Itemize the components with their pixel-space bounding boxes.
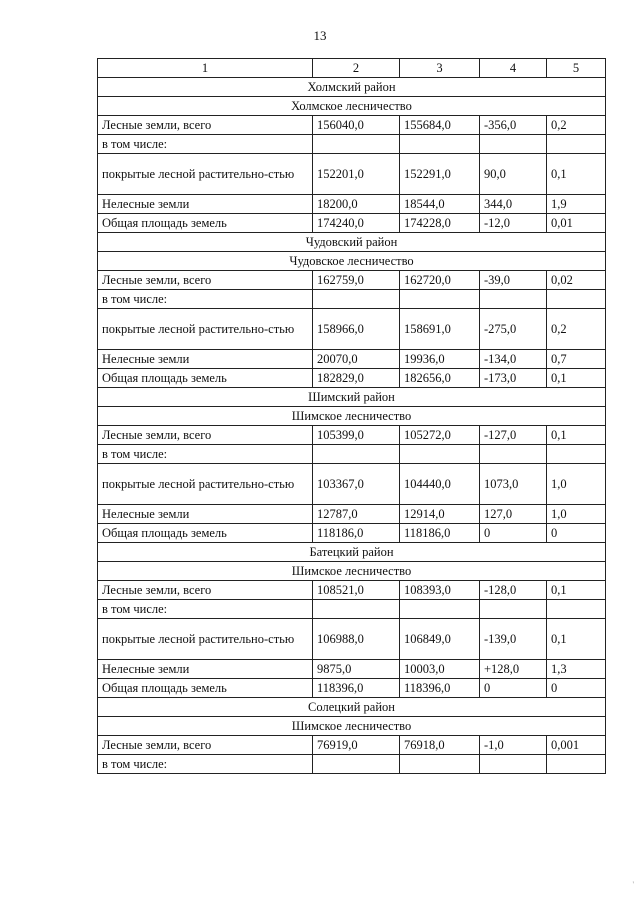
table-row [98, 505, 606, 524]
table-row [98, 309, 606, 350]
row-label: Общая площадь земель [98, 369, 313, 388]
value-cell: 162720,0 [400, 271, 480, 290]
value-cell: 0 [547, 524, 606, 543]
value-cell: 0 [480, 679, 547, 698]
value-cell: 12914,0 [400, 505, 480, 524]
value-cell: 174240,0 [313, 214, 400, 233]
forestry-row [98, 97, 606, 116]
value-cell: 118396,0 [313, 679, 400, 698]
value-cell: 0 [480, 524, 547, 543]
value-cell: 12787,0 [313, 505, 400, 524]
row-label: в том числе: [98, 600, 313, 619]
column-header: 1 [98, 59, 313, 78]
forestry-title: Чудовское лесничество [98, 252, 606, 271]
value-cell: -127,0 [480, 426, 547, 445]
row-label: покрытые лесной растительно-стью [98, 464, 313, 505]
table-row [98, 736, 606, 755]
column-header: 3 [400, 59, 480, 78]
district-row [98, 698, 606, 717]
row-label: Нелесные земли [98, 350, 313, 369]
district-row [98, 78, 606, 97]
column-header: 5 [547, 59, 606, 78]
value-cell: 158691,0 [400, 309, 480, 350]
row-label: Общая площадь земель [98, 679, 313, 698]
value-cell: 0,1 [547, 619, 606, 660]
table-row [98, 135, 606, 154]
value-cell: 76919,0 [313, 736, 400, 755]
column-number-row [98, 59, 606, 78]
value-cell: 20070,0 [313, 350, 400, 369]
value-cell: 182656,0 [400, 369, 480, 388]
value-cell [547, 135, 606, 154]
value-cell: 0,001 [547, 736, 606, 755]
table-row [98, 600, 606, 619]
value-cell: 0,7 [547, 350, 606, 369]
value-cell [313, 290, 400, 309]
row-label: Нелесные земли [98, 195, 313, 214]
forestry-title: Шимское лесничество [98, 562, 606, 581]
row-label: покрытые лесной растительно-стью [98, 154, 313, 195]
value-cell: -275,0 [480, 309, 547, 350]
value-cell: -139,0 [480, 619, 547, 660]
value-cell: 1,9 [547, 195, 606, 214]
row-label: Нелесные земли [98, 660, 313, 679]
district-row [98, 543, 606, 562]
forestry-title: Шимское лесничество [98, 407, 606, 426]
value-cell: 108393,0 [400, 581, 480, 600]
forestry-row [98, 407, 606, 426]
table-row [98, 154, 606, 195]
value-cell [547, 445, 606, 464]
value-cell: 158966,0 [313, 309, 400, 350]
value-cell: 90,0 [480, 154, 547, 195]
value-cell: -128,0 [480, 581, 547, 600]
value-cell: -173,0 [480, 369, 547, 388]
value-cell: 105272,0 [400, 426, 480, 445]
district-row [98, 388, 606, 407]
value-cell [547, 755, 606, 774]
row-label: в том числе: [98, 135, 313, 154]
table-row [98, 350, 606, 369]
value-cell: 19936,0 [400, 350, 480, 369]
value-cell: 10003,0 [400, 660, 480, 679]
value-cell: 152291,0 [400, 154, 480, 195]
table-row [98, 426, 606, 445]
value-cell: 18544,0 [400, 195, 480, 214]
row-label: Лесные земли, всего [98, 116, 313, 135]
value-cell: -12,0 [480, 214, 547, 233]
table-row [98, 290, 606, 309]
table-row [98, 524, 606, 543]
district-row [98, 233, 606, 252]
value-cell: 152201,0 [313, 154, 400, 195]
district-title: Солецкий район [98, 698, 606, 717]
value-cell: +128,0 [480, 660, 547, 679]
row-label: Лесные земли, всего [98, 426, 313, 445]
table-row [98, 619, 606, 660]
row-label: в том числе: [98, 445, 313, 464]
row-label: Общая площадь земель [98, 524, 313, 543]
value-cell: 0,1 [547, 154, 606, 195]
value-cell: 18200,0 [313, 195, 400, 214]
column-header: 4 [480, 59, 547, 78]
table-row [98, 581, 606, 600]
value-cell: 174228,0 [400, 214, 480, 233]
value-cell [313, 445, 400, 464]
page-number: 13 [313, 28, 327, 43]
value-cell: -1,0 [480, 736, 547, 755]
value-cell [313, 755, 400, 774]
forestry-row [98, 562, 606, 581]
row-label: в том числе: [98, 755, 313, 774]
value-cell [480, 755, 547, 774]
value-cell: 104440,0 [400, 464, 480, 505]
value-cell [480, 135, 547, 154]
value-cell: 0,2 [547, 309, 606, 350]
value-cell: 156040,0 [313, 116, 400, 135]
value-cell: 1073,0 [480, 464, 547, 505]
row-label: Нелесные земли [98, 505, 313, 524]
value-cell: 118186,0 [313, 524, 400, 543]
row-label: Лесные земли, всего [98, 736, 313, 755]
forest-land-table [97, 58, 606, 774]
table-row [98, 755, 606, 774]
row-label: Общая площадь земель [98, 214, 313, 233]
row-label: Лесные земли, всего [98, 581, 313, 600]
value-cell: 0,01 [547, 214, 606, 233]
row-label: покрытые лесной растительно-стью [98, 309, 313, 350]
value-cell [400, 445, 480, 464]
value-cell: 0,1 [547, 369, 606, 388]
value-cell [400, 600, 480, 619]
row-label: Лесные земли, всего [98, 271, 313, 290]
value-cell: -356,0 [480, 116, 547, 135]
district-title: Шимский район [98, 388, 606, 407]
value-cell: 1,3 [547, 660, 606, 679]
value-cell: 182829,0 [313, 369, 400, 388]
value-cell: 0,02 [547, 271, 606, 290]
table-row [98, 660, 606, 679]
table-row [98, 445, 606, 464]
value-cell: 9875,0 [313, 660, 400, 679]
value-cell [313, 600, 400, 619]
table-row [98, 464, 606, 505]
value-cell: 0,1 [547, 426, 606, 445]
table-row [98, 195, 606, 214]
value-cell [480, 445, 547, 464]
value-cell: 106849,0 [400, 619, 480, 660]
value-cell: 1,0 [547, 505, 606, 524]
value-cell [313, 135, 400, 154]
value-cell [400, 290, 480, 309]
value-cell: 344,0 [480, 195, 547, 214]
forestry-title: Холмское лесничество [98, 97, 606, 116]
value-cell: 105399,0 [313, 426, 400, 445]
row-label: покрытые лесной растительно-стью [98, 619, 313, 660]
district-title: Холмский район [98, 78, 606, 97]
value-cell: 108521,0 [313, 581, 400, 600]
column-header: 2 [313, 59, 400, 78]
table-row [98, 214, 606, 233]
forestry-row [98, 252, 606, 271]
value-cell [400, 755, 480, 774]
table-row [98, 271, 606, 290]
value-cell: 155684,0 [400, 116, 480, 135]
value-cell: 1,0 [547, 464, 606, 505]
value-cell: 0 [547, 679, 606, 698]
row-label: в том числе: [98, 290, 313, 309]
value-cell [480, 600, 547, 619]
forestry-title: Шимское лесничество [98, 717, 606, 736]
value-cell: 118396,0 [400, 679, 480, 698]
value-cell [547, 290, 606, 309]
value-cell: -134,0 [480, 350, 547, 369]
edge-mark: ' [632, 880, 634, 889]
value-cell: 0,2 [547, 116, 606, 135]
value-cell: 103367,0 [313, 464, 400, 505]
value-cell [400, 135, 480, 154]
value-cell: -39,0 [480, 271, 547, 290]
district-title: Батецкий район [98, 543, 606, 562]
value-cell [480, 290, 547, 309]
forestry-row [98, 717, 606, 736]
value-cell: 127,0 [480, 505, 547, 524]
value-cell: 76918,0 [400, 736, 480, 755]
value-cell: 106988,0 [313, 619, 400, 660]
value-cell: 0,1 [547, 581, 606, 600]
table-row [98, 679, 606, 698]
value-cell: 118186,0 [400, 524, 480, 543]
value-cell: 162759,0 [313, 271, 400, 290]
value-cell [547, 600, 606, 619]
table-row [98, 116, 606, 135]
table-row [98, 369, 606, 388]
district-title: Чудовский район [98, 233, 606, 252]
